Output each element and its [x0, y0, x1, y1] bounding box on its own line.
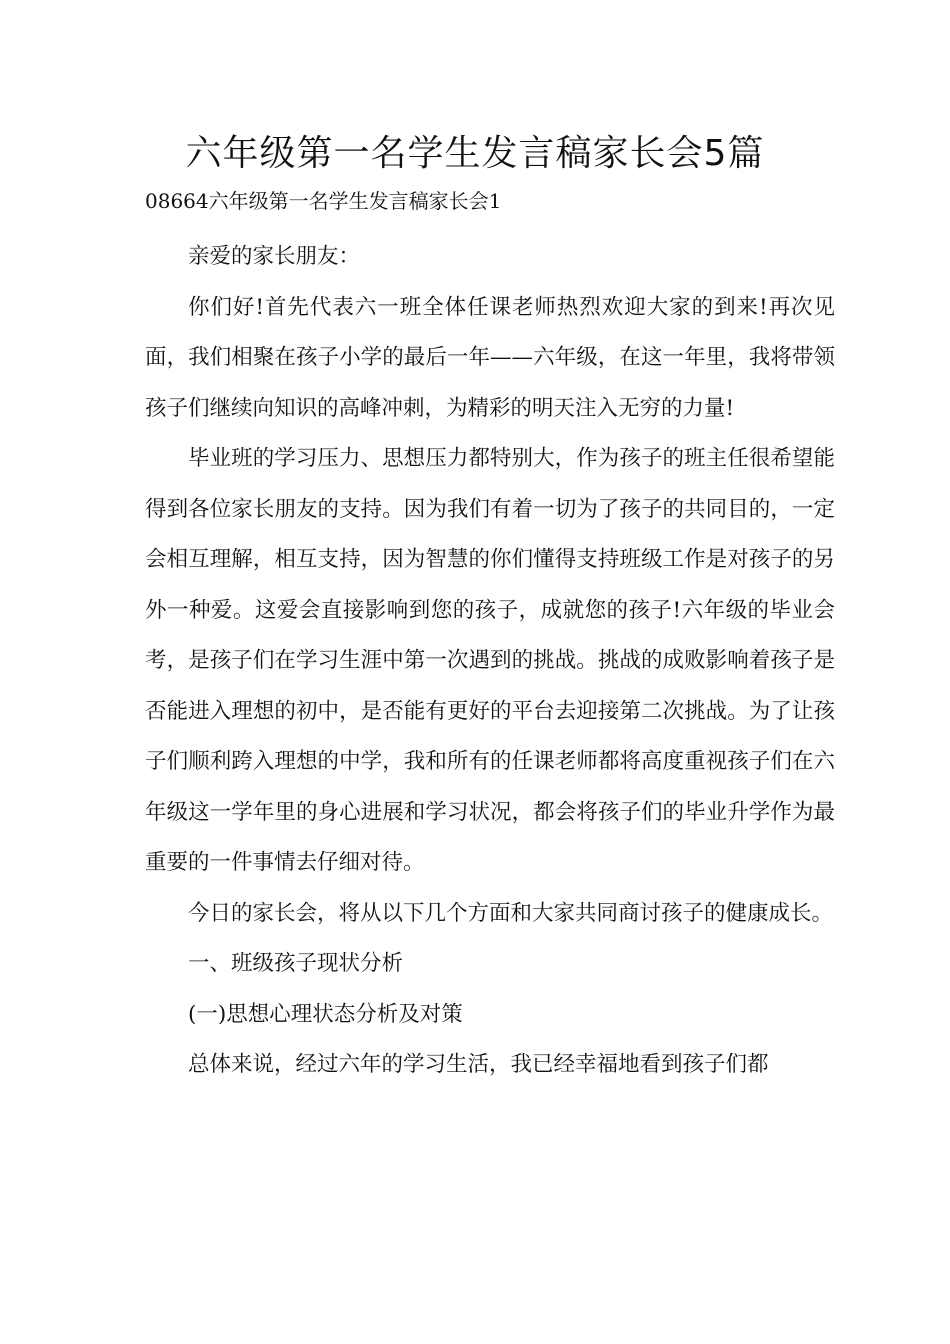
section-heading: 一、班级孩子现状分析	[188, 951, 404, 976]
salutation: 亲爱的家长朋友：	[188, 244, 361, 269]
document-subtitle: 08664六年级第一名学生发言稿家长会1	[145, 189, 502, 213]
paragraph-overview: 总体来说，经过六年的学习生活，我已经幸福地看到孩子们都	[188, 1052, 769, 1077]
document-body	[145, 232, 835, 1091]
paragraph-support: 毕业班的学习压力、思想压力都特别大，作为孩子的班主任很希望能得到各位家长朋友的支持。因为我们有着一切为了孩子的共同目的，一定会相互理解，相互支持，因为智慧的你们懂得支持班级工作是对孩子的另外一种爱。这爱会直接影响到您的孩子，成就您的孩子!六年级的毕业会考，是孩子们在学习生涯中第一次遇到的挑战。挑战的成败影响着孩子是否能进入理想的初中，是否能有更好的平台去迎接第二次挑战。为了让孩子们顺利跨入理想的中学，我和所有的任课老师都将高度重视孩子们在六年级这一学年里的身心进展和学习状况，都会将孩子们的毕业升学作为最重要的一件事情去仔细对待。	[145, 446, 835, 875]
subsection-heading: (一)思想心理状态分析及对策	[188, 1001, 463, 1027]
paragraph-welcome: 你们好!首先代表六一班全体任课老师热烈欢迎大家的到来!再次见面，我们相聚在孩子小学的最后一年——六年级，在这一年里，我将带领孩子们继续向知识的高峰冲刺，为精彩的明天注入无穷的力量!	[145, 294, 835, 421]
document-title: 六年级第一名学生发言稿家长会5篇	[185, 133, 765, 174]
paragraph-meeting-intro: 今日的家长会，将从以下几个方面和大家共同商讨孩子的健康成长。	[188, 900, 834, 926]
